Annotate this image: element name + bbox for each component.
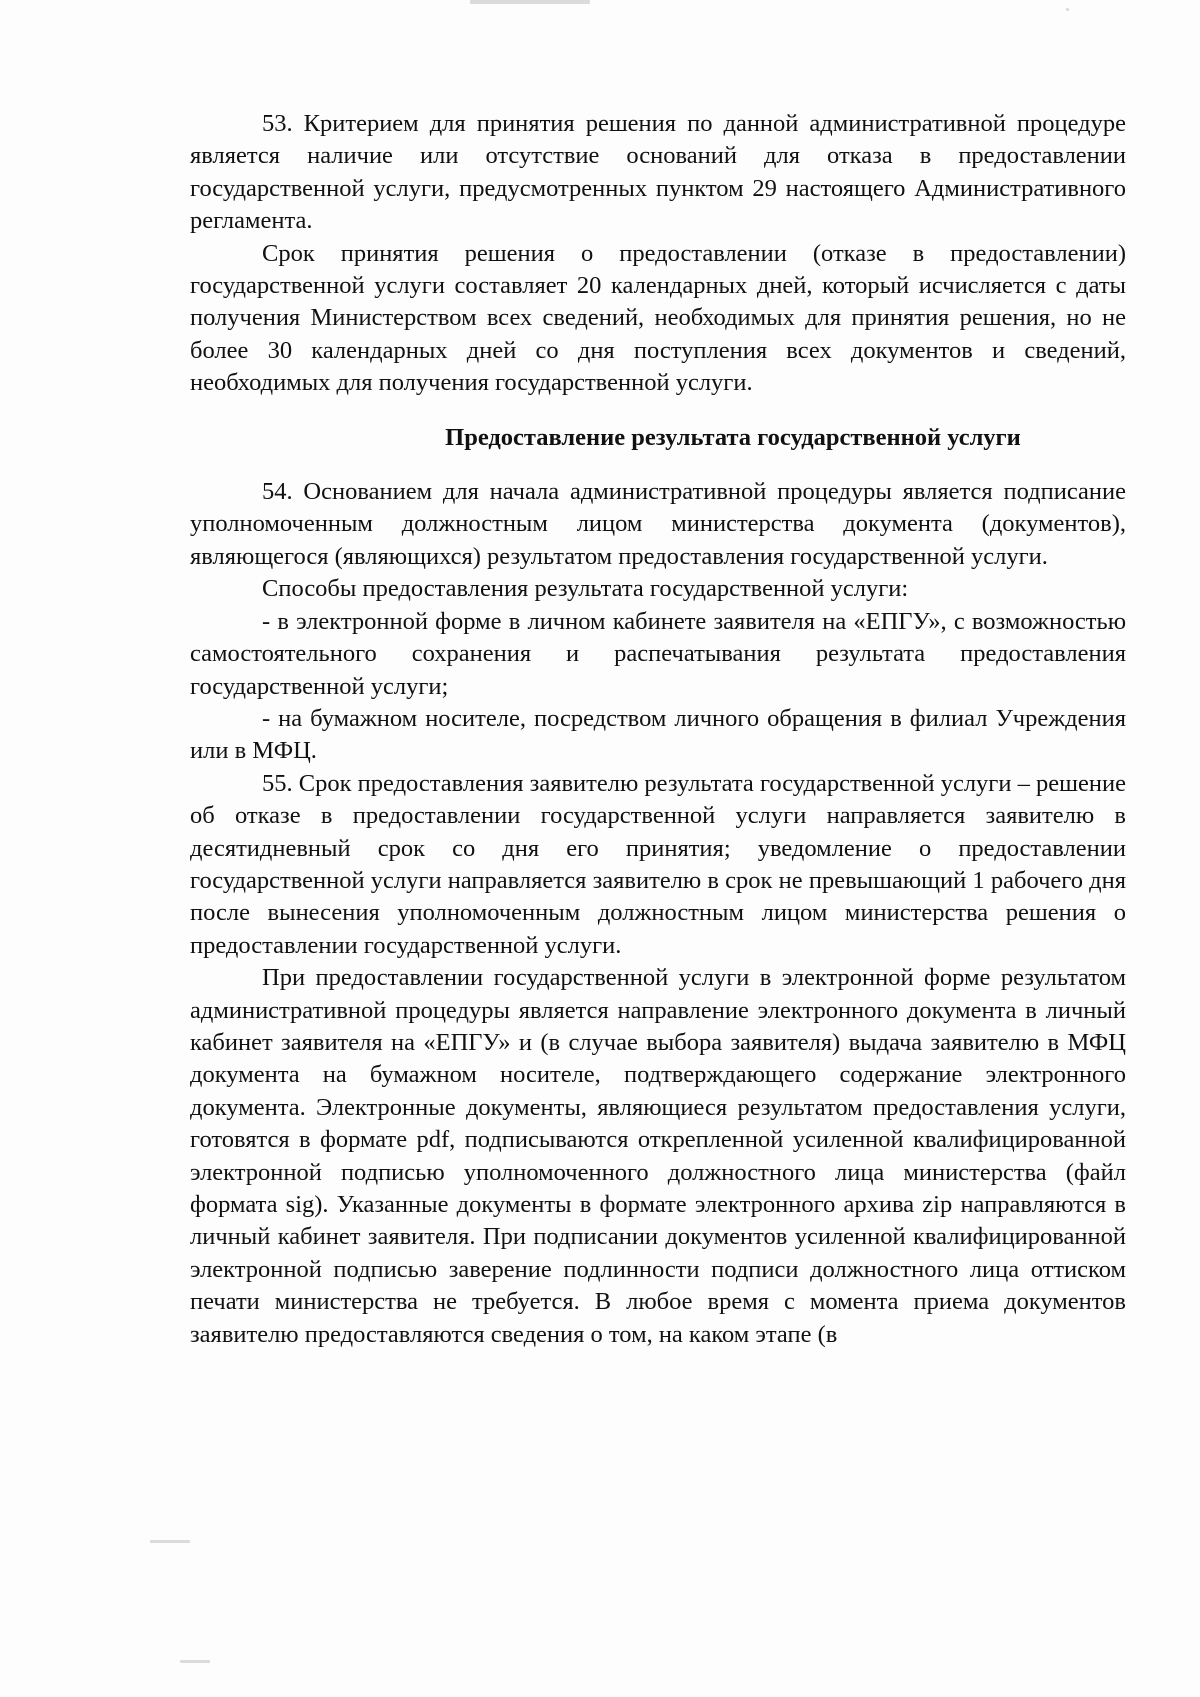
paragraph-methods-intro: Способы предоставления результата государственной услуги: [262,575,909,603]
section-heading: Предоставление результата государственной услуги [445,423,1021,451]
document-body [190,108,1126,1351]
scan-artifact [180,1660,210,1663]
list-item-paper: - на бумажном носителе, посредством личного обращения в филиал Учреждения или в МФЦ. [190,704,1126,765]
paragraph-decision-term: Срок принятия решения о предоставлении (отказе в предоставлении) государственной услуги составляет 20 календарных дней, который исчисляется с даты получения Министерством всех сведений, необходимых для принятия решения, но не более 30 календарных дней со дня поступления всех документов и сведений, необходимых для получения государственной услуги. [190,239,1126,397]
scan-artifact [470,0,590,4]
scan-artifact [150,1540,190,1543]
paragraph-53: 53. Критерием для принятия решения по данной административной процедуре является наличие или отсутствие оснований для отказа в предоставлении государственной услуги, предусмотренных пунктом 29 настоящего Административного регламента. [190,110,1126,235]
paragraph-54: 54. Основанием для начала административной процедуры является подписание уполномоченным должностным лицом министерства документа (документов), являющегося (являющихся) результатом предоставления государственной услуги. [190,478,1126,570]
scan-artifact [1066,8,1069,11]
paragraph-55: 55. Срок предоставления заявителю результата государственной услуги – решение об отказе в предоставлении государственной услуги направляется заявителю в десятидневный срок со дня его принятия; уведомление о предоставлении государственной услуги направляется заявителю в срок не превышающий 1 рабочего дня после вынесения уполномоченным должностным лицом министерства решения о предоставлении государственной услуги. [190,769,1126,959]
paragraph-electronic-result: При предоставлении государственной услуги в электронной форме результатом административной процедуры является направление электронного документа в личный кабинет заявителя на «ЕПГУ» и (в случае выбора заявителя) выдача заявителю в МФЦ документа на бумажном носителе, подтверждающего содержание электронного документа. Электронные документы, являющиеся результатом предоставления услуги, готовятся в формате pdf, подписываются открепленной усиленной квалифицированной электронной подписью уполномоченного должностного лица министерства (файл формата sig). Указанные документы в формате электронного архива zip направляются в личный кабинет заявителя. При подписании документов усиленной квалифицированной электронной подписью заверение подлинности подписи должностного лица оттиском печати министерства не требуется. В любое время с момента приема документов заявителю предоставляются сведения о том, на каком этапе (в [190,964,1126,1348]
list-item-electronic: - в электронной форме в личном кабинете заявителя на «ЕПГУ», с возможностью самостоятельного сохранения и распечатывания результата предоставления государственной услуги; [190,607,1126,700]
